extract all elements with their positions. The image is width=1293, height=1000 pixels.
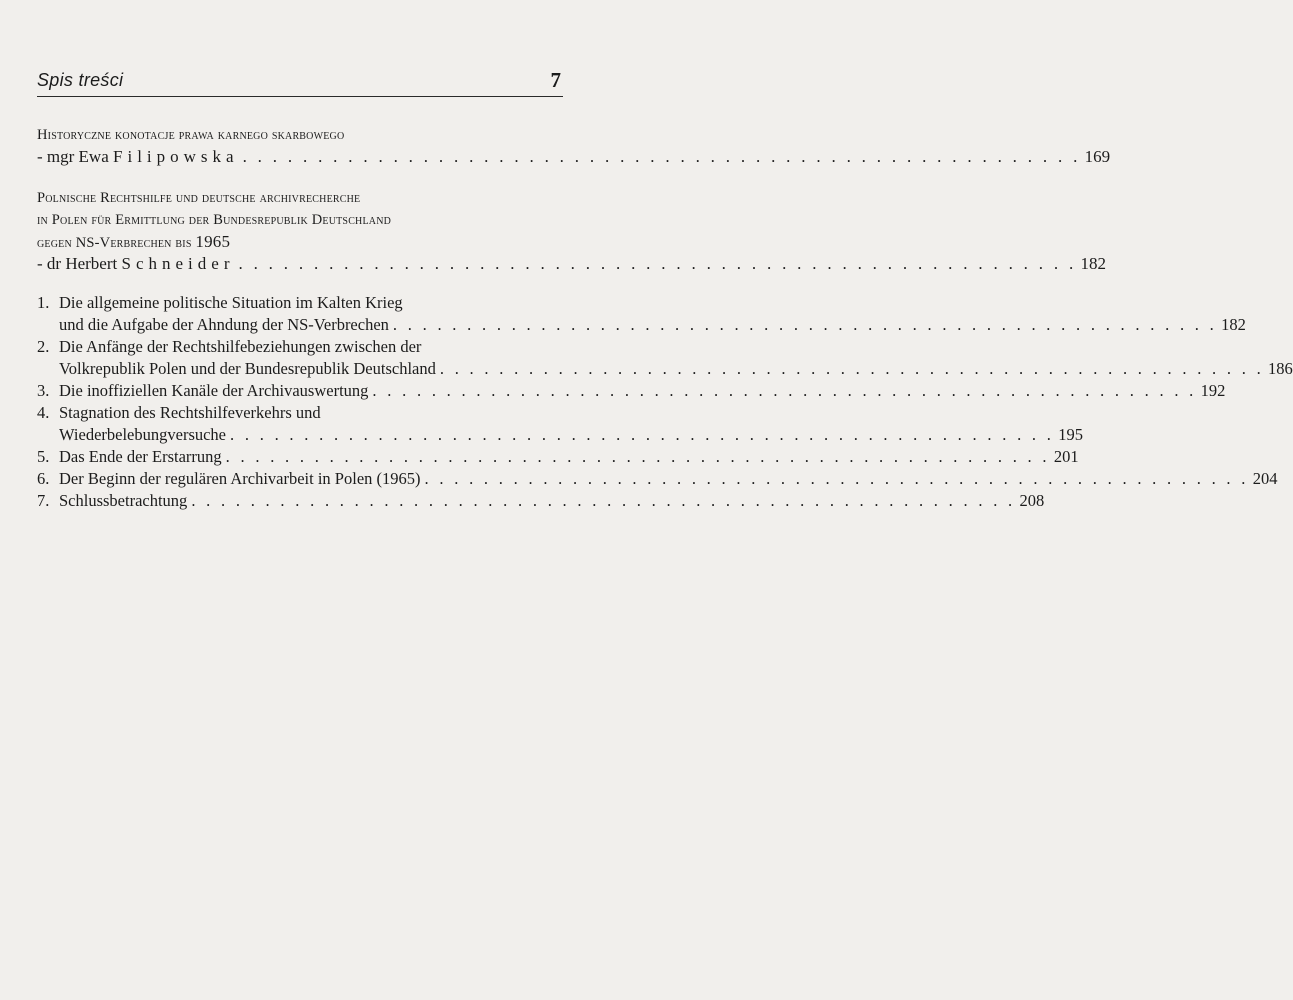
chapter-title-line: Die allgemeine politische Situation im Kalten Krieg: [59, 293, 403, 312]
chapter-title-line: Stagnation des Rechtshilfeverkehrs und: [59, 403, 321, 422]
chapter-title-line: Das Ende der Erstarrung: [59, 447, 222, 466]
chapter-title-line: Wiederbelebungversuche: [59, 425, 227, 444]
entry-title-line: Polnische Rechtshilfe und deutsche archivrecherche: [37, 190, 361, 206]
leader-dots: . . . . . . . . . . . . . . . . . . . . . . . . . . . . . . . . . . . . . . . . . . . . . . . . . . . . . . . .: [238, 254, 1077, 273]
chapter-item-5: [37, 446, 1079, 468]
chapter-page: 192: [1200, 381, 1226, 400]
chapter-title-line: Volkrepublik Polen und der Bundesrepublik Deutschland: [59, 359, 436, 378]
chapter-title-line: Die inoffiziellen Kanäle der Archivauswertung: [59, 381, 369, 400]
chapter-number: 1.: [37, 293, 50, 312]
chapter-title-line: Der Beginn der regulären Archivarbeit in Polen (1965): [59, 469, 421, 488]
chapter-page: 204: [1252, 469, 1278, 488]
entry-title-line: gegen NS-Verbrechen bis 1965: [37, 232, 231, 251]
chapter-title-line: Die Anfänge der Rechtshilfebeziehungen zwischen der: [59, 337, 422, 356]
author-prefix: - mgr Ewa: [37, 147, 109, 166]
title-year: 1965: [195, 232, 231, 251]
page-number: 7: [550, 68, 561, 92]
chapter-page: 201: [1053, 447, 1079, 466]
entry-author-line: [37, 146, 1111, 168]
chapter-title-line: und die Aufgabe der Ahndung der NS-Verbrechen: [59, 315, 389, 334]
author-surname: Schneider: [121, 254, 235, 273]
chapter-number: 2.: [37, 337, 50, 356]
chapter-number: 4.: [37, 403, 50, 422]
chapter-number: 5.: [37, 447, 50, 466]
entry-title-line: Historyczne konotacje prawa karnego skarbowego: [37, 127, 345, 143]
chapter-item-3: [37, 380, 1226, 402]
chapter-item-4: [37, 402, 1083, 446]
chapter-page: 186: [1268, 359, 1293, 378]
chapter-item-2: [37, 336, 1293, 380]
chapter-number: 7.: [37, 491, 50, 510]
section-title: Spis treści: [37, 70, 124, 90]
chapter-page: 182: [1221, 315, 1246, 334]
leader-dots: . . . . . . . . . . . . . . . . . . . . . . . . . . . . . . . . . . . . . . . . . . . . . . . . . . . . . . . .: [424, 469, 1249, 488]
chapter-title-line: Schlussbetrachtung: [59, 491, 188, 510]
leader-dots: . . . . . . . . . . . . . . . . . . . . . . . . . . . . . . . . . . . . . . . . . . . . . . . . . . . . . . . .: [372, 381, 1197, 400]
chapter-item-7: [37, 490, 1045, 512]
chapter-page: 195: [1058, 425, 1083, 444]
chapter-number: 3.: [37, 381, 50, 400]
chapter-page: 208: [1019, 491, 1045, 510]
leader-dots: . . . . . . . . . . . . . . . . . . . . . . . . . . . . . . . . . . . . . . . . . . . . . . . . . . . . . . . .: [225, 447, 1050, 466]
chapter-item-1: [37, 292, 1246, 336]
author-surname: Filipowska: [113, 147, 239, 166]
chapter-item-6: [37, 468, 1278, 490]
chapter-list: [37, 292, 1293, 512]
toc-entry-2: [37, 187, 1107, 275]
author-prefix: - dr Herbert: [37, 254, 118, 273]
leader-dots: . . . . . . . . . . . . . . . . . . . . . . . . . . . . . . . . . . . . . . . . . . . . . . . . . . . . . . . .: [439, 359, 1265, 378]
toc-entry-1: [37, 124, 1111, 168]
entry-page: 182: [1080, 254, 1107, 273]
leader-dots: . . . . . . . . . . . . . . . . . . . . . . . . . . . . . . . . . . . . . . . . . . . . . . . . . . . . . . . .: [230, 425, 1055, 444]
leader-dots: . . . . . . . . . . . . . . . . . . . . . . . . . . . . . . . . . . . . . . . . . . . . . . . . . . . . . . . .: [392, 315, 1218, 334]
entry-page: 169: [1084, 147, 1111, 166]
leader-dots: . . . . . . . . . . . . . . . . . . . . . . . . . . . . . . . . . . . . . . . . . . . . . . . . . . . . . . . .: [191, 491, 1016, 510]
entry-author-line: [37, 253, 1107, 275]
entry-title-line: in Polen für Ermittlung der Bundesrepublik Deutschland: [37, 212, 392, 228]
running-head: [37, 66, 563, 97]
chapter-number: 6.: [37, 469, 50, 488]
leader-dots: . . . . . . . . . . . . . . . . . . . . . . . . . . . . . . . . . . . . . . . . . . . . . . . . . . . . . . . .: [242, 147, 1081, 166]
